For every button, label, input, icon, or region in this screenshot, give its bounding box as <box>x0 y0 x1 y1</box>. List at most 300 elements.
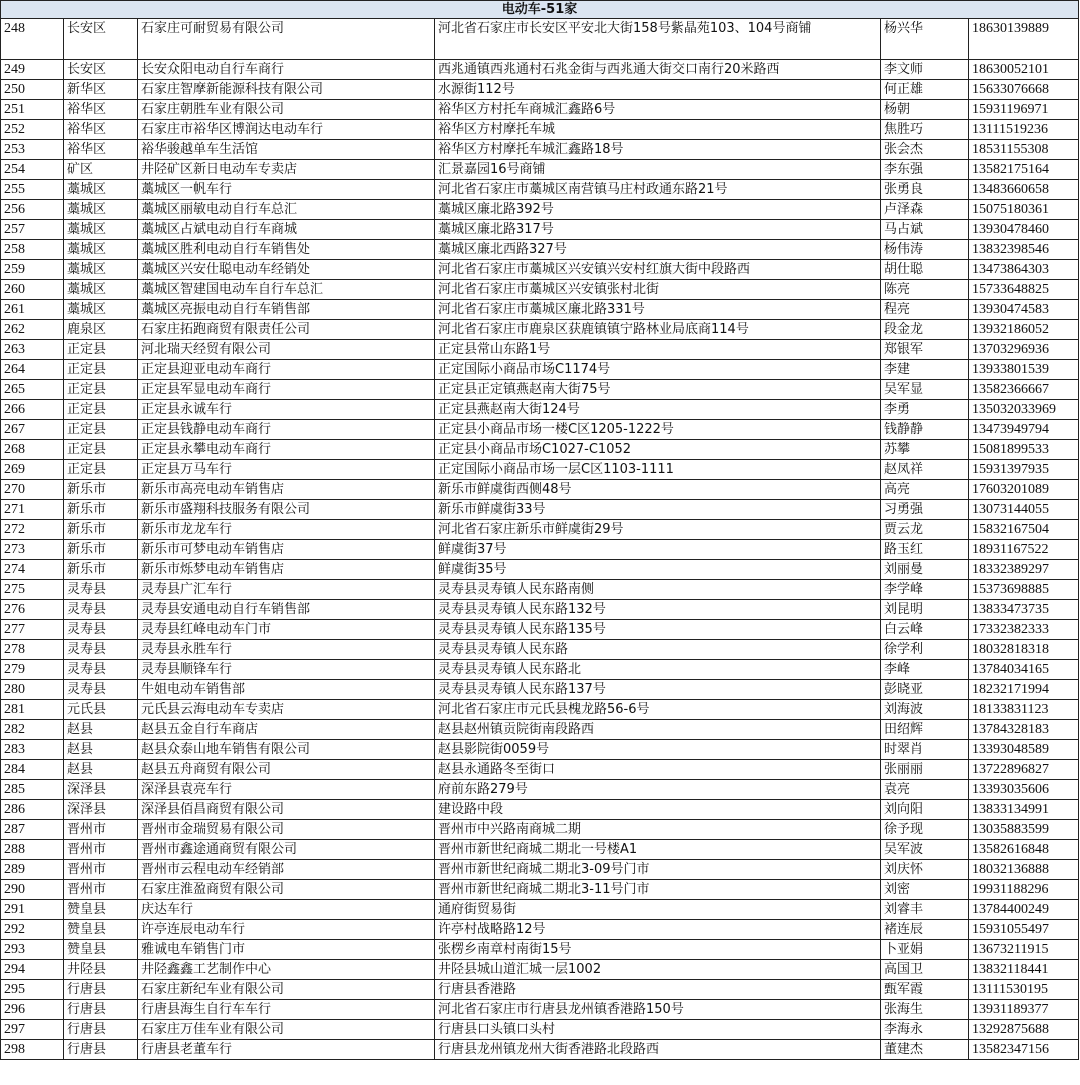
company-name: 牛姐电动车销售部 <box>138 680 435 700</box>
company-name: 新乐市高亮电动车销售店 <box>138 480 435 500</box>
contact-name: 刘睿丰 <box>881 900 969 920</box>
company-name: 许亭连辰电动车行 <box>138 920 435 940</box>
contact-name: 张海生 <box>881 1000 969 1020</box>
row-number: 261 <box>1 300 64 320</box>
company-name: 藁城区兴安仕聪电动车经销处 <box>138 260 435 280</box>
district: 裕华区 <box>64 140 138 160</box>
row-number: 260 <box>1 280 64 300</box>
address: 裕华区方村摩托车城汇鑫路18号 <box>435 140 881 160</box>
address: 张楞乡南章村南街15号 <box>435 940 881 960</box>
company-name: 藁城区胜利电动自行车销售处 <box>138 240 435 260</box>
address: 灵寿县灵寿镇人民东路北 <box>435 660 881 680</box>
row-number: 263 <box>1 340 64 360</box>
company-name: 石家庄万佳车业有限公司 <box>138 1020 435 1040</box>
row-number: 265 <box>1 380 64 400</box>
table-row <box>1 380 1079 400</box>
district: 元氏县 <box>64 700 138 720</box>
company-name: 长安众阳电动自行车商行 <box>138 60 435 80</box>
table-row <box>1 120 1079 140</box>
row-number: 293 <box>1 940 64 960</box>
phone: 13673211915 <box>969 940 1079 960</box>
company-name: 藁城区丽敏电动自行车总汇 <box>138 200 435 220</box>
contact-name: 卜亚娟 <box>881 940 969 960</box>
address: 河北省石家庄新乐市鲜虞街29号 <box>435 520 881 540</box>
company-name: 石家庄朝胜车业有限公司 <box>138 100 435 120</box>
row-number: 264 <box>1 360 64 380</box>
district: 灵寿县 <box>64 620 138 640</box>
contact-name: 李建 <box>881 360 969 380</box>
phone: 13582347156 <box>969 1040 1079 1060</box>
contact-name: 白云峰 <box>881 620 969 640</box>
company-name: 灵寿县顺锋车行 <box>138 660 435 680</box>
table-row <box>1 800 1079 820</box>
contact-name: 胡仕聪 <box>881 260 969 280</box>
table-row <box>1 19 1079 60</box>
address: 河北省石家庄市藁城区兴安镇张村北街 <box>435 280 881 300</box>
company-name: 灵寿县红峰电动车门市 <box>138 620 435 640</box>
table-row <box>1 540 1079 560</box>
table-row <box>1 640 1079 660</box>
district: 晋州市 <box>64 860 138 880</box>
contact-name: 何正雄 <box>881 80 969 100</box>
district: 行唐县 <box>64 1040 138 1060</box>
address: 水源街112号 <box>435 80 881 100</box>
phone: 18133831123 <box>969 700 1079 720</box>
address: 正定县正定镇燕赵南大街75号 <box>435 380 881 400</box>
district: 晋州市 <box>64 880 138 900</box>
table-row <box>1 1040 1079 1060</box>
company-name: 藁城区占斌电动自行车商城 <box>138 220 435 240</box>
table-row <box>1 100 1079 120</box>
address: 通府街贸易街 <box>435 900 881 920</box>
company-name: 行唐县老董车行 <box>138 1040 435 1060</box>
row-number: 280 <box>1 680 64 700</box>
table-body <box>1 19 1079 1060</box>
row-number: 253 <box>1 140 64 160</box>
company-name: 雅诚电车销售门市 <box>138 940 435 960</box>
district: 新乐市 <box>64 480 138 500</box>
phone: 18531155308 <box>969 140 1079 160</box>
address: 河北省石家庄市行唐县龙州镇香港路150号 <box>435 1000 881 1020</box>
phone: 13582616848 <box>969 840 1079 860</box>
company-name: 深泽县佰昌商贸有限公司 <box>138 800 435 820</box>
table-row <box>1 940 1079 960</box>
table-row <box>1 1000 1079 1020</box>
district: 深泽县 <box>64 780 138 800</box>
row-number: 248 <box>1 19 64 60</box>
contact-name: 袁亮 <box>881 780 969 800</box>
contact-name: 李文师 <box>881 60 969 80</box>
address: 灵寿县灵寿镇人民东路135号 <box>435 620 881 640</box>
contact-name: 刘向阳 <box>881 800 969 820</box>
contact-name: 刘密 <box>881 880 969 900</box>
row-number: 272 <box>1 520 64 540</box>
row-number: 275 <box>1 580 64 600</box>
district: 裕华区 <box>64 100 138 120</box>
company-name: 石家庄拓跑商贸有限责任公司 <box>138 320 435 340</box>
company-name: 赵县五金自行车商店 <box>138 720 435 740</box>
address: 晋州市新世纪商城二期北3-11号门市 <box>435 880 881 900</box>
table-row <box>1 820 1079 840</box>
phone: 18332389297 <box>969 560 1079 580</box>
address: 鲜虞街37号 <box>435 540 881 560</box>
row-number: 279 <box>1 660 64 680</box>
address: 鲜虞街35号 <box>435 560 881 580</box>
table-row <box>1 260 1079 280</box>
district: 藁城区 <box>64 300 138 320</box>
company-name: 晋州市云程电动车经销部 <box>138 860 435 880</box>
district: 灵寿县 <box>64 600 138 620</box>
district: 新乐市 <box>64 560 138 580</box>
address: 正定县小商品市场C1027-C1052 <box>435 440 881 460</box>
table-row <box>1 480 1079 500</box>
table-row <box>1 180 1079 200</box>
phone: 13582175164 <box>969 160 1079 180</box>
address: 建设路中段 <box>435 800 881 820</box>
district: 深泽县 <box>64 800 138 820</box>
table-row <box>1 80 1079 100</box>
district: 长安区 <box>64 19 138 60</box>
address: 新乐市鲜虞街33号 <box>435 500 881 520</box>
row-number: 262 <box>1 320 64 340</box>
company-name: 新乐市盛翔科技服务有限公司 <box>138 500 435 520</box>
district: 赵县 <box>64 720 138 740</box>
company-name: 藁城区亮振电动自行车销售部 <box>138 300 435 320</box>
table-row <box>1 300 1079 320</box>
district: 新华区 <box>64 80 138 100</box>
district: 正定县 <box>64 400 138 420</box>
phone: 15075180361 <box>969 200 1079 220</box>
contact-name: 卢泽森 <box>881 200 969 220</box>
company-name: 藁城区一帆车行 <box>138 180 435 200</box>
table-row <box>1 140 1079 160</box>
phone: 18630139889 <box>969 19 1079 60</box>
table-row <box>1 700 1079 720</box>
district: 矿区 <box>64 160 138 180</box>
contact-name: 路玉红 <box>881 540 969 560</box>
contact-name: 彭晓亚 <box>881 680 969 700</box>
district: 灵寿县 <box>64 580 138 600</box>
company-name: 新乐市烁梦电动车销售店 <box>138 560 435 580</box>
address: 藁城区廉北西路327号 <box>435 240 881 260</box>
company-name: 灵寿县广汇车行 <box>138 580 435 600</box>
address: 河北省石家庄市藁城区南营镇马庄村政通东路21号 <box>435 180 881 200</box>
row-number: 273 <box>1 540 64 560</box>
company-name: 正定县永诚车行 <box>138 400 435 420</box>
company-name: 井陉鑫鑫工艺制作中心 <box>138 960 435 980</box>
contact-name: 刘海波 <box>881 700 969 720</box>
address: 正定国际小商品市场一层C区1103-1111 <box>435 460 881 480</box>
address: 灵寿县灵寿镇人民东路 <box>435 640 881 660</box>
address: 正定国际小商品市场C1174号 <box>435 360 881 380</box>
company-name: 晋州市鑫途通商贸有限公司 <box>138 840 435 860</box>
table-row <box>1 600 1079 620</box>
table-row <box>1 680 1079 700</box>
company-name: 灵寿县永胜车行 <box>138 640 435 660</box>
company-name: 石家庄淮盈商贸有限公司 <box>138 880 435 900</box>
contact-name: 李海永 <box>881 1020 969 1040</box>
company-name: 石家庄新纪车业有限公司 <box>138 980 435 1000</box>
phone: 13473949794 <box>969 420 1079 440</box>
company-name: 正定县军显电动车商行 <box>138 380 435 400</box>
district: 赞皇县 <box>64 940 138 960</box>
row-number: 259 <box>1 260 64 280</box>
table-row <box>1 740 1079 760</box>
address: 河北省石家庄市元氏县槐龙路56-6号 <box>435 700 881 720</box>
phone: 13703296936 <box>969 340 1079 360</box>
company-name: 河北瑞天经贸有限公司 <box>138 340 435 360</box>
table-title: 电动车-51家 <box>1 1 1079 19</box>
table-row <box>1 620 1079 640</box>
row-number: 282 <box>1 720 64 740</box>
phone: 13930478460 <box>969 220 1079 240</box>
district: 正定县 <box>64 340 138 360</box>
contact-name: 徐学利 <box>881 640 969 660</box>
row-number: 266 <box>1 400 64 420</box>
district: 行唐县 <box>64 1020 138 1040</box>
phone: 13784400249 <box>969 900 1079 920</box>
district: 灵寿县 <box>64 640 138 660</box>
district: 新乐市 <box>64 540 138 560</box>
row-number: 289 <box>1 860 64 880</box>
row-number: 278 <box>1 640 64 660</box>
row-number: 267 <box>1 420 64 440</box>
row-number: 255 <box>1 180 64 200</box>
table-row <box>1 240 1079 260</box>
district: 藁城区 <box>64 200 138 220</box>
address: 新乐市鲜虞街西侧48号 <box>435 480 881 500</box>
address: 行唐县香港路 <box>435 980 881 1000</box>
row-number: 298 <box>1 1040 64 1060</box>
contact-name: 习勇强 <box>881 500 969 520</box>
row-number: 290 <box>1 880 64 900</box>
row-number: 250 <box>1 80 64 100</box>
district: 藁城区 <box>64 180 138 200</box>
district: 赞皇县 <box>64 900 138 920</box>
phone: 13035883599 <box>969 820 1079 840</box>
contact-name: 高国卫 <box>881 960 969 980</box>
table-row <box>1 460 1079 480</box>
contact-name: 甄军霞 <box>881 980 969 1000</box>
address: 晋州市新世纪商城二期北3-09号门市 <box>435 860 881 880</box>
company-name: 行唐县海生自行车车行 <box>138 1000 435 1020</box>
row-number: 296 <box>1 1000 64 1020</box>
row-number: 257 <box>1 220 64 240</box>
phone: 15931055497 <box>969 920 1079 940</box>
contact-name: 郑银军 <box>881 340 969 360</box>
contact-name: 张勇良 <box>881 180 969 200</box>
row-number: 297 <box>1 1020 64 1040</box>
phone: 13111530195 <box>969 980 1079 1000</box>
contact-name: 钱静静 <box>881 420 969 440</box>
table-row <box>1 220 1079 240</box>
contact-name: 苏攀 <box>881 440 969 460</box>
phone: 13393048589 <box>969 740 1079 760</box>
table-row <box>1 360 1079 380</box>
address: 藁城区廉北路392号 <box>435 200 881 220</box>
phone: 19931188296 <box>969 880 1079 900</box>
row-number: 292 <box>1 920 64 940</box>
contact-name: 赵凤祥 <box>881 460 969 480</box>
phone: 13832118441 <box>969 960 1079 980</box>
address: 正定县小商品市场一楼C区1205-1222号 <box>435 420 881 440</box>
company-name: 元氏县云海电动车专卖店 <box>138 700 435 720</box>
address: 赵县影院街0059号 <box>435 740 881 760</box>
address: 藁城区廉北路317号 <box>435 220 881 240</box>
district: 赵县 <box>64 740 138 760</box>
contact-name: 吴军波 <box>881 840 969 860</box>
company-name: 正定县万马车行 <box>138 460 435 480</box>
company-name: 新乐市龙龙车行 <box>138 520 435 540</box>
phone: 18032136888 <box>969 860 1079 880</box>
table-row <box>1 1020 1079 1040</box>
table-row <box>1 320 1079 340</box>
table-row <box>1 580 1079 600</box>
table-row <box>1 920 1079 940</box>
district: 灵寿县 <box>64 660 138 680</box>
table-row <box>1 840 1079 860</box>
table-row <box>1 520 1079 540</box>
phone: 13582366667 <box>969 380 1079 400</box>
district: 晋州市 <box>64 820 138 840</box>
row-number: 288 <box>1 840 64 860</box>
address: 河北省石家庄市藁城区廉北路331号 <box>435 300 881 320</box>
address: 河北省石家庄市藁城区兴安镇兴安村红旗大街中段路西 <box>435 260 881 280</box>
phone: 17332382333 <box>969 620 1079 640</box>
address: 晋州市中兴路南商城二期 <box>435 820 881 840</box>
table-row <box>1 720 1079 740</box>
district: 赵县 <box>64 760 138 780</box>
row-number: 256 <box>1 200 64 220</box>
row-number: 268 <box>1 440 64 460</box>
contact-name: 焦胜巧 <box>881 120 969 140</box>
address: 灵寿县灵寿镇人民东路南侧 <box>435 580 881 600</box>
contact-name: 李学峰 <box>881 580 969 600</box>
row-number: 270 <box>1 480 64 500</box>
table-row <box>1 780 1079 800</box>
phone: 15373698885 <box>969 580 1079 600</box>
phone: 17603201089 <box>969 480 1079 500</box>
phone: 135032033969 <box>969 400 1079 420</box>
district: 正定县 <box>64 420 138 440</box>
company-name: 石家庄市裕华区博润达电动车行 <box>138 120 435 140</box>
address: 汇景嘉园16号商铺 <box>435 160 881 180</box>
contact-name: 张丽丽 <box>881 760 969 780</box>
contact-name: 董建杰 <box>881 1040 969 1060</box>
contact-name: 李勇 <box>881 400 969 420</box>
contact-name: 李东强 <box>881 160 969 180</box>
phone: 13832398546 <box>969 240 1079 260</box>
company-name: 新乐市可梦电动车销售店 <box>138 540 435 560</box>
district: 正定县 <box>64 460 138 480</box>
address: 灵寿县灵寿镇人民东路132号 <box>435 600 881 620</box>
address: 赵县永通路冬至街口 <box>435 760 881 780</box>
contact-name: 段金龙 <box>881 320 969 340</box>
phone: 13930474583 <box>969 300 1079 320</box>
company-name: 庆达车行 <box>138 900 435 920</box>
table-row <box>1 340 1079 360</box>
table-row <box>1 900 1079 920</box>
table-row <box>1 560 1079 580</box>
address: 灵寿县灵寿镇人民东路137号 <box>435 680 881 700</box>
table-row <box>1 760 1079 780</box>
contact-name: 刘庆怀 <box>881 860 969 880</box>
phone: 13073144055 <box>969 500 1079 520</box>
company-name: 石家庄智摩新能源科技有限公司 <box>138 80 435 100</box>
address: 府前东路279号 <box>435 780 881 800</box>
contact-name: 杨兴华 <box>881 19 969 60</box>
contact-name: 杨朝 <box>881 100 969 120</box>
table-row <box>1 200 1079 220</box>
contact-name: 杨伟涛 <box>881 240 969 260</box>
district: 藁城区 <box>64 260 138 280</box>
district: 藁城区 <box>64 220 138 240</box>
row-number: 287 <box>1 820 64 840</box>
row-number: 295 <box>1 980 64 1000</box>
contact-name: 刘昆明 <box>881 600 969 620</box>
table-row <box>1 60 1079 80</box>
phone: 13932186052 <box>969 320 1079 340</box>
district: 赞皇县 <box>64 920 138 940</box>
row-number: 284 <box>1 760 64 780</box>
company-name: 晋州市金瑞贸易有限公司 <box>138 820 435 840</box>
row-number: 285 <box>1 780 64 800</box>
company-name: 井陉矿区新日电动车专卖店 <box>138 160 435 180</box>
address: 西兆通镇西兆通村石兆金街与西兆通大街交口南行20米路西 <box>435 60 881 80</box>
district: 新乐市 <box>64 500 138 520</box>
phone: 13933801539 <box>969 360 1079 380</box>
district: 正定县 <box>64 360 138 380</box>
table-row <box>1 440 1079 460</box>
row-number: 276 <box>1 600 64 620</box>
row-number: 271 <box>1 500 64 520</box>
district: 藁城区 <box>64 240 138 260</box>
contact-name: 褚连辰 <box>881 920 969 940</box>
phone: 13393035606 <box>969 780 1079 800</box>
company-name: 正定县永攀电动车商行 <box>138 440 435 460</box>
table-row <box>1 500 1079 520</box>
phone: 18032818318 <box>969 640 1079 660</box>
row-number: 258 <box>1 240 64 260</box>
contact-name: 李峰 <box>881 660 969 680</box>
district: 行唐县 <box>64 1000 138 1020</box>
phone: 18931167522 <box>969 540 1079 560</box>
contact-name: 贾云龙 <box>881 520 969 540</box>
table-row <box>1 160 1079 180</box>
phone: 15832167504 <box>969 520 1079 540</box>
district: 晋州市 <box>64 840 138 860</box>
address: 河北省石家庄市长安区平安北大街158号紫晶苑103、104号商铺 <box>435 19 881 60</box>
address: 井陉县城山道汇城一层1002 <box>435 960 881 980</box>
phone: 13931189377 <box>969 1000 1079 1020</box>
row-number: 286 <box>1 800 64 820</box>
contact-name: 田绍辉 <box>881 720 969 740</box>
district: 正定县 <box>64 440 138 460</box>
table-row <box>1 660 1079 680</box>
contact-name: 吴军显 <box>881 380 969 400</box>
district: 正定县 <box>64 380 138 400</box>
table-row <box>1 980 1079 1000</box>
row-number: 254 <box>1 160 64 180</box>
table-row <box>1 280 1079 300</box>
address: 许亭村战略路12号 <box>435 920 881 940</box>
contact-name: 程亮 <box>881 300 969 320</box>
company-name: 灵寿县安通电动自行车销售部 <box>138 600 435 620</box>
phone: 13784328183 <box>969 720 1079 740</box>
phone: 13111519236 <box>969 120 1079 140</box>
table-row <box>1 860 1079 880</box>
row-number: 252 <box>1 120 64 140</box>
